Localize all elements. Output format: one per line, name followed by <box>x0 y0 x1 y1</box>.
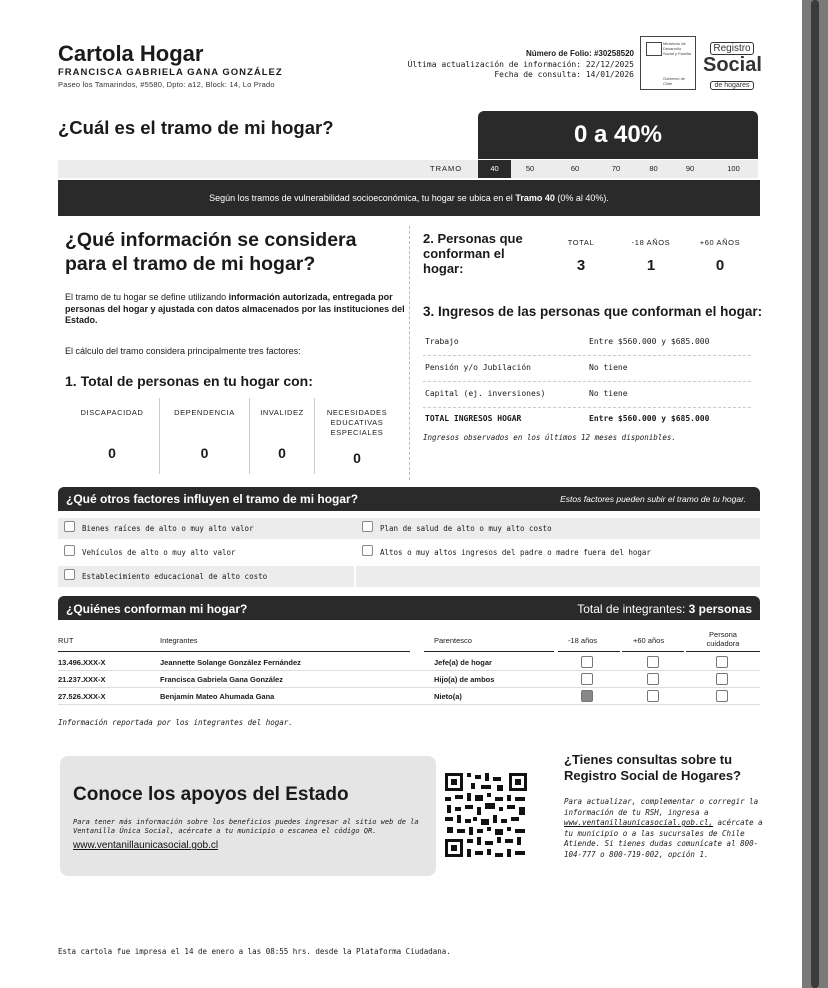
tramo-scale-cell: 40 <box>478 160 511 178</box>
section-3-title: 3. Ingresos de las personas que conforman el hogar: <box>423 304 763 319</box>
income-value: Entre $560.000 y $685.000 <box>589 337 710 346</box>
tramo-scale-cell: 90 <box>685 164 695 173</box>
consultas-text <box>564 797 764 860</box>
apoyos-link[interactable]: www.ventanillaunicasocial.gob.cl <box>73 840 219 851</box>
header-rule <box>424 651 554 652</box>
consultas-text-b: acércate a tu municipio o a las sucursales de Chile Atiende. Si tienes dudas comunícate al 800-104-777 o 800-719-002, opción 1. <box>564 818 763 859</box>
header-rule <box>622 651 684 652</box>
apoyos-text: Para tener más información sobre los beneficios puedes ingresar al sitio web de la Ventanilla Única Social, acércate a tu municipio o escanea el código QR. <box>73 818 419 835</box>
member-rut: 13.496.XXX-X <box>58 658 106 667</box>
info-text: El tramo de tu hogar se define utilizando <box>65 292 229 302</box>
income-total-label: TOTAL INGRESOS HOGAR <box>425 414 522 423</box>
members-note: Información reportada por los integrantes del hogar. <box>58 718 293 727</box>
tramo-banner <box>58 180 760 216</box>
info-paragraph <box>65 292 405 327</box>
scrollbar[interactable] <box>802 0 828 988</box>
income-label: Capital (ej. inversiones) <box>425 389 546 398</box>
rsh-logo-top: Registro <box>710 42 753 55</box>
factor-checkbox[interactable] <box>362 521 373 532</box>
document-title: Cartola Hogar <box>58 41 204 66</box>
member-relationship: Nieto(a) <box>434 692 462 701</box>
consultas-text-a: Para actualizar, complementar o corregir la información de tu RSH, ingresa a <box>564 797 759 817</box>
income-row <box>423 355 751 382</box>
column-divider <box>409 226 410 480</box>
apoyos-panel <box>60 756 436 876</box>
rsh-logo-bottom: de hogares <box>710 81 753 90</box>
folio-block <box>408 49 634 81</box>
under18-checkbox[interactable] <box>581 656 593 668</box>
banner-range: (0% al 40%). <box>554 193 609 203</box>
factor-checkbox[interactable] <box>64 569 75 580</box>
factor-empty-cell <box>356 566 760 587</box>
factor-checkbox[interactable] <box>64 521 75 532</box>
header-rule <box>558 651 620 652</box>
under18-checkbox[interactable] <box>581 673 593 685</box>
folio-number: Número de Folio: #30258520 <box>525 49 634 58</box>
factor-label: Plan de salud de alto o muy alto costo <box>380 524 552 533</box>
persons-value: 1 <box>646 257 656 274</box>
persons-label: -18 AÑOS <box>631 238 671 247</box>
members-title: ¿Quiénes conforman mi hogar? <box>66 602 248 616</box>
tramo-scale-cell: 70 <box>611 164 621 173</box>
flag-icon <box>646 42 662 56</box>
income-value: No tiene <box>589 389 628 398</box>
factor-real-estate <box>58 518 358 539</box>
header-rule <box>58 651 410 652</box>
condition-value: 0 <box>353 450 361 466</box>
caregiver-checkbox[interactable] <box>716 656 728 668</box>
tramo-value: 0 a 40% <box>478 111 758 159</box>
table-row <box>58 671 760 688</box>
members-total <box>577 602 752 616</box>
rsh-logo <box>703 38 761 88</box>
holder-name: FRANCISCA GABRIELA GANA GONZÁLEZ <box>58 67 283 78</box>
tramo-scale-cell: 80 <box>649 164 658 173</box>
government-logo <box>640 36 696 90</box>
condition-value: 0 <box>108 445 116 461</box>
member-rut: 21.237.XXX-X <box>58 675 106 684</box>
factors-row <box>58 566 760 588</box>
under18-checkbox-checked[interactable] <box>581 690 593 702</box>
consultas-link[interactable]: www.ventanillaunicasocial.gob.cl, <box>564 818 714 827</box>
qr-code-icon <box>441 769 531 861</box>
table-row <box>58 654 760 671</box>
factor-checkbox[interactable] <box>362 545 373 556</box>
col-header-over60: +60 años <box>633 636 665 645</box>
col-header-caregiver: Persona cuidadora <box>706 630 740 648</box>
persons-value: 0 <box>715 257 725 274</box>
info-question: ¿Qué información se considera para el tramo de mi hogar? <box>65 229 357 275</box>
member-name: Jeannette Solange González Fernández <box>160 658 301 667</box>
income-note: Ingresos observados en los últimos 12 meses disponibles. <box>423 433 676 442</box>
tramo-scale-label: TRAMO <box>430 164 463 173</box>
factors-title: ¿Qué otros factores influyen el tramo de mi hogar? <box>66 492 359 506</box>
condition-label: NECESIDADES EDUCATIVAS ESPECIALES <box>326 408 388 437</box>
banner-text: Según los tramos de vulnerabilidad socioeconómica, tu hogar se ubica en el <box>209 193 516 203</box>
condition-disability <box>65 398 160 474</box>
factors-row <box>58 518 760 540</box>
condition-label: DISCAPACIDAD <box>80 408 144 417</box>
factor-checkbox[interactable] <box>64 545 75 556</box>
income-total-row <box>423 406 751 432</box>
condition-dependency <box>160 398 250 474</box>
factor-school <box>58 566 354 587</box>
members-total-value: 3 personas <box>688 602 752 616</box>
over60-checkbox[interactable] <box>647 673 659 685</box>
persons-value: 3 <box>576 257 586 274</box>
section-1-title: 1. Total de personas en tu hogar con: <box>65 373 313 389</box>
condition-value: 0 <box>200 445 209 461</box>
consult-date: Fecha de consulta: 14/01/2026 <box>494 70 634 79</box>
persons-over-60 <box>693 238 747 274</box>
persons-label: +60 AÑOS <box>699 238 741 247</box>
col-header-parentesco: Parentesco <box>434 636 472 645</box>
condition-invalidity <box>250 398 315 474</box>
tramo-scale-cell: 50 <box>525 164 535 173</box>
scrollbar-thumb[interactable] <box>811 0 819 988</box>
persons-under-18 <box>624 238 678 274</box>
gov-logo-bottom: Gobierno de Chile <box>663 76 686 86</box>
factors-header <box>58 487 760 511</box>
factor-parent-income <box>356 542 760 563</box>
member-relationship: Jefe(a) de hogar <box>434 658 492 667</box>
income-total-value: Entre $560.000 y $685.000 <box>589 414 710 423</box>
info-factors-intro: El cálculo del tramo considera principalmente tres factores: <box>65 346 301 356</box>
member-relationship: Hijo(a) de ambos <box>434 675 495 684</box>
holder-address: Paseo los Tamarindos, #5580, Dpto: a12, Block: 14, Lo Prado <box>58 80 275 89</box>
over60-checkbox[interactable] <box>647 656 659 668</box>
factors-row <box>58 542 760 564</box>
member-name: Benjamín Mateo Ahumada Gana <box>160 692 275 701</box>
gov-logo-text: Ministerio de Desarrollo Social y Familia <box>663 41 692 56</box>
over60-checkbox[interactable] <box>647 690 659 702</box>
factor-vehicles <box>58 542 358 563</box>
info-text-bold: información autorizada, entregada por personas del hogar y ajustada con datos almacenados por las instituciones del Estado. <box>65 292 405 325</box>
rsh-logo-main: Social <box>703 54 762 76</box>
condition-label: INVALIDEZ <box>260 408 304 417</box>
factor-label: Establecimiento educacional de alto costo <box>82 572 268 581</box>
col-header-rut: RUT <box>58 636 74 645</box>
factor-label: Bienes raíces de alto o muy alto valor <box>82 524 254 533</box>
tramo-scale-cell: 60 <box>570 164 580 173</box>
factor-label: Altos o muy altos ingresos del padre o madre fuera del hogar <box>380 548 651 557</box>
tramo-question: ¿Cuál es el tramo de mi hogar? <box>58 117 334 138</box>
factor-health-plan <box>356 518 760 539</box>
col-header-under18: -18 años <box>568 636 598 645</box>
income-row <box>423 381 751 408</box>
section-2-title: 2. Personas que conforman el hogar: <box>423 231 523 276</box>
member-rut: 27.526.XXX-X <box>58 692 106 701</box>
factors-subtitle: Estos factores pueden subir el tramo de tu hogar. <box>560 494 746 504</box>
caregiver-checkbox[interactable] <box>716 673 728 685</box>
persons-label: TOTAL <box>567 238 595 247</box>
header-rule <box>686 651 760 652</box>
income-label: Pensión y/o Jubilación <box>425 363 531 372</box>
col-header-integrantes: Integrantes <box>160 636 198 645</box>
members-total-label: Total de integrantes: <box>577 602 689 616</box>
caregiver-checkbox[interactable] <box>716 690 728 702</box>
print-footer: Esta cartola fue impresa el 14 de enero a las 08:55 hrs. desde la Plataforma Ciudadana. <box>58 947 451 956</box>
banner-tramo: Tramo 40 <box>515 193 555 203</box>
tramo-scale-cell: 100 <box>727 164 740 173</box>
income-value: No tiene <box>589 363 628 372</box>
income-row <box>423 329 751 356</box>
condition-special-needs <box>315 398 399 474</box>
consultas-title: ¿Tienes consultas sobre tu Registro Social de Hogares? <box>564 752 741 783</box>
member-name: Francisca Gabriela Gana González <box>160 675 283 684</box>
condition-label: DEPENDENCIA <box>174 408 235 417</box>
persons-total <box>554 238 608 274</box>
factor-label: Vehículos de alto o muy alto valor <box>82 548 236 557</box>
last-update: Última actualización de información: 22/12/2025 <box>407 59 634 69</box>
apoyos-title: Conoce los apoyos del Estado <box>73 784 349 805</box>
condition-value: 0 <box>278 445 286 461</box>
table-row <box>58 688 760 705</box>
income-label: Trabajo <box>425 337 459 346</box>
members-header <box>58 596 760 620</box>
